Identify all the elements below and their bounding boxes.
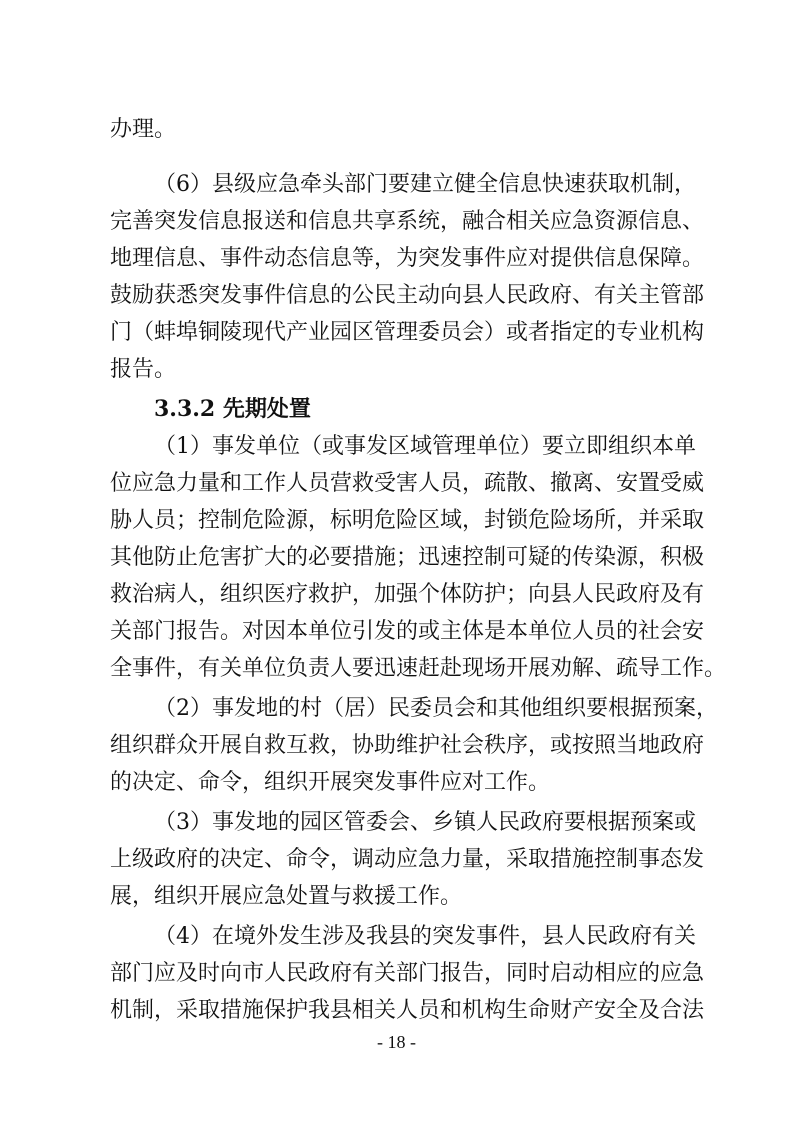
text-line: 地理信息、事件动态信息等，为突发事件应对提供信息保障。 <box>110 246 705 271</box>
text-line: 其他防止危害扩大的必要措施；迅速控制可疑的传染源，积极 <box>110 545 705 570</box>
text-line: 门（蚌埠铜陵现代产业园区管理委员会）或者指定的专业机构 <box>110 320 705 345</box>
text-line: 鼓励获悉突发事件信息的公民主动向县人民政府、有关主管部 <box>110 283 705 308</box>
text-line: 的决定、命令，组织开展突发事件应对工作。 <box>110 770 551 795</box>
page-number: - 18 - <box>377 1032 416 1052</box>
text-line: 全事件，有关单位负责人要迅速赶赴现场开展劝解、疏导工作。 <box>110 656 727 681</box>
text-line: 部门应及时向市人民政府有关部门报告，同时启动相应的应急 <box>110 961 705 986</box>
text-line: （4）在境外发生涉及我县的突发事件，县人民政府有关 <box>154 924 696 949</box>
text-line: （1）事发单位（或事发区域管理单位）要立即组织本单 <box>154 434 696 459</box>
text-line: 关部门报告。对因本单位引发的或主体是本单位人员的社会安 <box>110 619 705 644</box>
text-line: 办理。 <box>110 117 177 142</box>
text-line: 完善突发信息报送和信息共享系统，融合相关应急资源信息、 <box>110 209 705 234</box>
text-line: 机制，采取措施保护我县相关人员和机构生命财产安全及合法 <box>110 998 705 1023</box>
section-heading: 3.3.2 先期处置 <box>154 396 311 422</box>
text-line: （6）县级应急牵头部门要建立健全信息快速获取机制， <box>154 172 696 197</box>
text-line: 位应急力量和工作人员营救受害人员，疏散、撤离、安置受威 <box>110 471 705 496</box>
text-line: 组织群众开展自救互救，协助维护社会秩序，或按照当地政府 <box>110 733 705 758</box>
text-line: （3）事发地的园区管委会、乡镇人民政府要根据预案或 <box>154 810 696 835</box>
text-line: 胁人员；控制危险源，标明危险区域，封锁危险场所，并采取 <box>110 508 705 533</box>
text-line: 报告。 <box>110 357 177 382</box>
text-line: 上级政府的决定、命令，调动应急力量，采取措施控制事态发 <box>110 847 705 872</box>
text-line: 救治病人，组织医疗救护，加强个体防护；向县人民政府及有 <box>110 582 705 607</box>
text-line: 展，组织开展应急处置与救援工作。 <box>110 884 463 909</box>
text-line: （2）事发地的村（居）民委员会和其他组织要根据预案， <box>154 696 718 721</box>
